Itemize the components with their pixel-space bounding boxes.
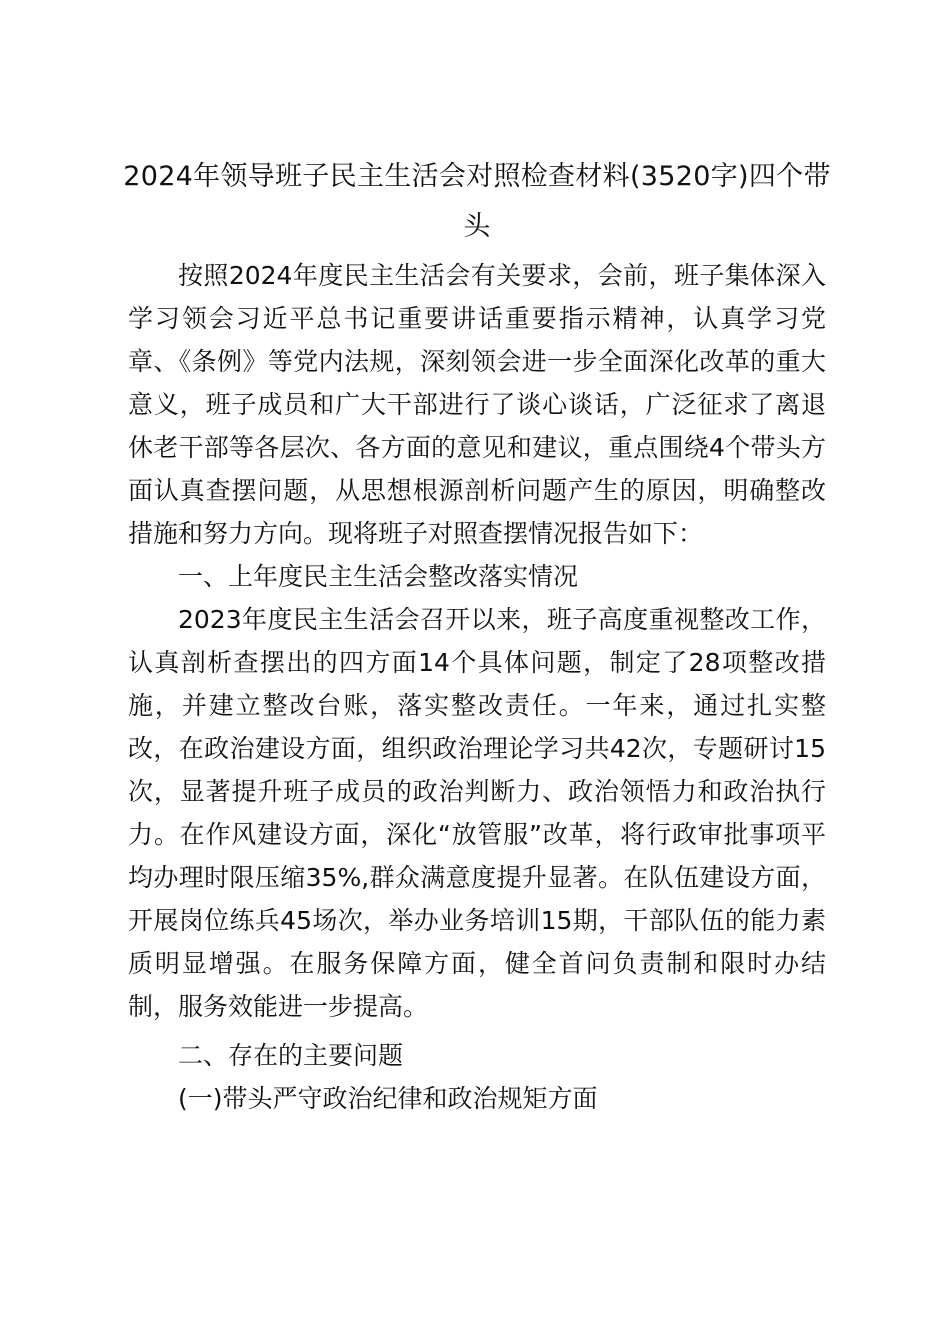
title-block	[120, 152, 834, 252]
section-1-heading: 一、上年度民主生活会整改落实情况	[178, 562, 579, 591]
section-2-heading: 二、存在的主要问题	[178, 1041, 404, 1070]
subsection-1-heading: (一)带头严守政治纪律和政治规矩方面	[178, 1084, 598, 1113]
section-1-paragraph: 2023年度民主生活会召开以来，班子高度重视整改工作，认真剖析查摆出的四方面14个具体问题，制定了28项整改措施，并建立整改台账，落实整改责任。一年来，通过扎实整改，在政治建设方面，组织政治理论学习共42次，专题研讨15次，显著提升班子成员的政治判断力、政治领悟力和政治执行力。在作风建设方面，深化“放管服”改革，将行政审批事项平均办理时限压缩35%,群众满意度提升显著。在队伍建设方面，开展岗位练兵45场次，举办业务培训15期，干部队伍的能力素质明显增强。在服务保障方面，健全首问负责制和限时办结制，服务效能进一步提高。	[128, 605, 826, 1021]
intro-paragraph: 按照2024年度民主生活会有关要求，会前，班子集体深入学习领会习近平总书记重要讲话重要指示精神，认真学习党章、《条例》等党内法规，深刻领会进一步全面深化改革的重大意义，班子成员和广大干部进行了谈心谈话，广泛征求了离退休老干部等各层次、各方面的意见和建议，重点围绕4个带头方面认真查摆问题，从思想根源剖析问题产生的原因，明确整改措施和努力方向。现将班子对照查摆情况报告如下：	[128, 261, 826, 548]
document-page	[123, 152, 831, 1120]
document-title: 2024年领导班子民主生活会对照检查材料(3520字)四个带头	[123, 161, 831, 242]
